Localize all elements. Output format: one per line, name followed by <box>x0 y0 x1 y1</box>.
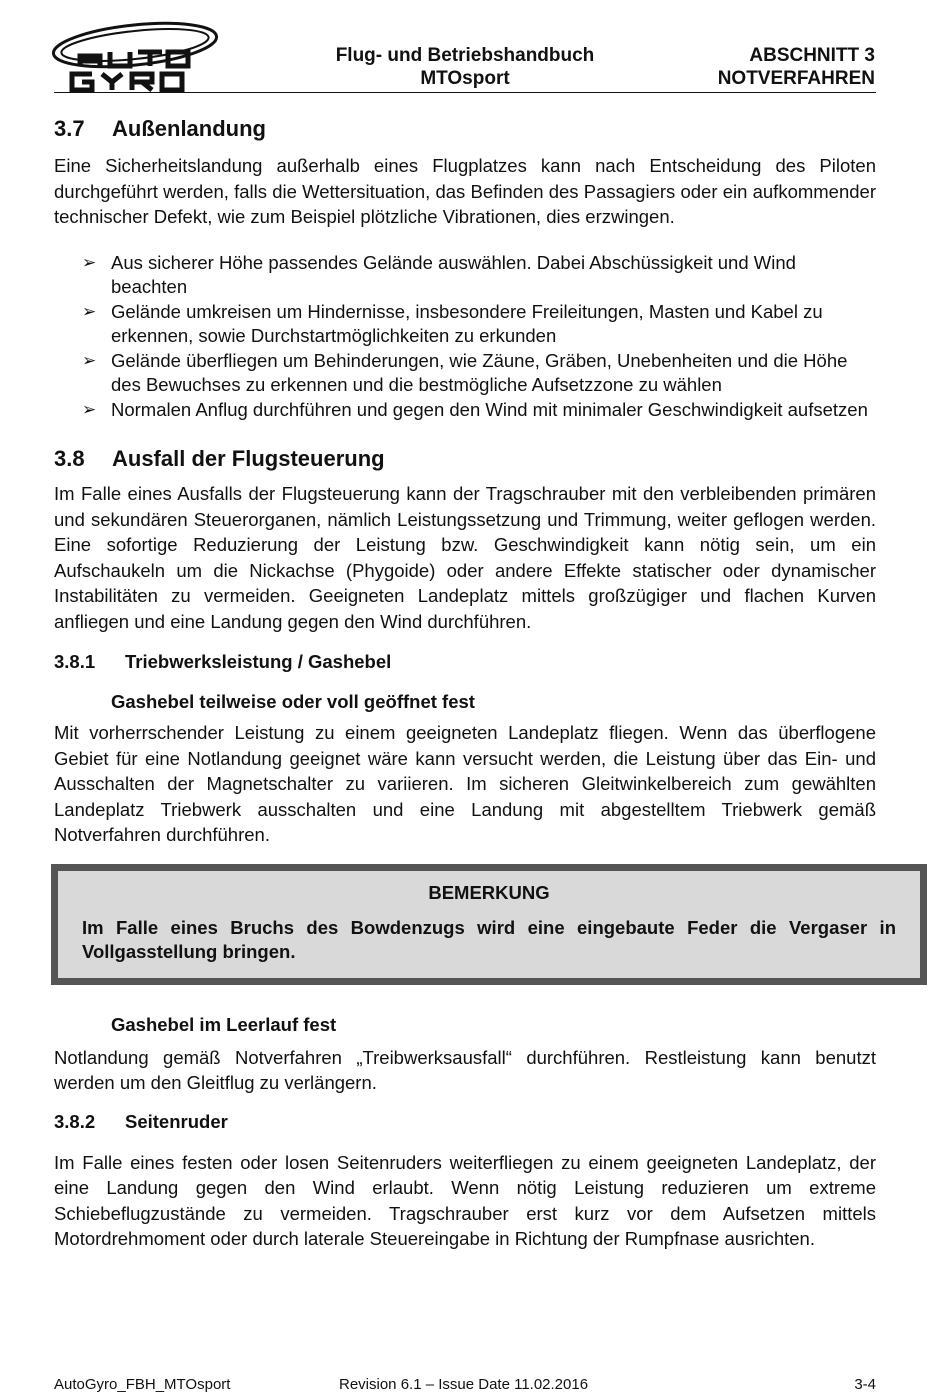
heading-3-7: 3.7 Außenlandung <box>54 116 266 141</box>
list-item: ➢ Normalen Anflug durchführen und gegen den Wind mit minimaler Geschwindigkeit aufsetzen <box>54 398 876 423</box>
heading-3-8-1: 3.8.1 Triebwerksleistung / Gashebel <box>54 651 392 672</box>
list-item: ➢ Gelände überfliegen um Behinderungen, wie Zäune, Gräben, Unebenheiten und die Höhe des Bewuchses zu erkennen und die bestmögliche Aufsetzzone zu wählen <box>82 349 848 395</box>
footer-revision: Revision 6.1 – Issue Date 11.02.2016 <box>339 1376 589 1393</box>
header-divider <box>54 92 876 93</box>
manual-title-line2: MTOsport <box>420 68 510 89</box>
checklist-3-7 <box>54 251 876 423</box>
paragraph-rudder: Im Falle eines festen oder losen Seitenruders weiterfliegen zu einem geeigneten Landeplatz, der eine Landung gegen den Wind erlaubt. Wenn nötig Leistung reduzieren um extreme Schiebeflugzustände zu vermeiden. Tragschrauber erst kurz vor dem Aufsetzen mittels Motordrehmoment oder durch laterale Steuereingabe in Richtung der Rumpfnase ausrichten. <box>54 1151 876 1249</box>
paragraph-3-8-intro: Im Falle eines Ausfalls der Flugsteuerung kann der Tragschrauber mit den verbleibenden primären und sekundären Steuerorganen, nämlich Leistungssetzung und Trimmung, weiter geflogen werden. Eine sofortige Reduzierung der Leistung bzw. Geschwindigkeit kann nötig sein, um ein Aufschaukeln um die Nickachse (Phygoide) oder andere Effekte statischer oder dynamischer Instabilitäten zu vermeiden. Geeigneten Landeplatz mittels großzügiger und flachen Kurven anfliegen und eine Landung gegen den Wind durchführen. <box>54 483 876 632</box>
footer-document-id: AutoGyro_FBH_MTOsport <box>54 1376 231 1393</box>
manual-title-line1: Flug- und Betriebshandbuch <box>335 45 595 66</box>
autogyro-logo <box>50 18 220 94</box>
page-footer <box>54 1376 876 1396</box>
subheading-throttle-idle: Gashebel im Leerlauf fest <box>111 1013 337 1035</box>
subheading-throttle-open: Gashebel teilweise oder voll geöffnet fest <box>111 691 475 712</box>
page-body <box>54 110 896 1252</box>
arrow-bullet-icon: ➢ <box>82 301 97 321</box>
note-text: Im Falle eines Bruchs des Bowdenzugs wird eine eingebaute Feder die Vergaser in Vollgasstellung bringen. <box>82 916 896 962</box>
section-line1: ABSCHNITT 3 <box>749 45 875 66</box>
note-title: BEMERKUNG <box>428 881 550 903</box>
list-item: ➢ Aus sicherer Höhe passendes Gelände auswählen. Dabei Abschüssigkeit und Wind beachten <box>82 251 796 297</box>
arrow-bullet-icon: ➢ <box>82 399 97 419</box>
section-heading <box>615 44 875 90</box>
section-line2: NOTVERFAHREN <box>717 68 875 89</box>
arrow-bullet-icon: ➢ <box>82 252 97 272</box>
note-box <box>51 864 927 985</box>
paragraph-throttle-open: Mit vorherrschender Leistung zu einem geeigneten Landeplatz fliegen. Wenn das überflogene Gebiet für eine Notlandung geeignet wäre kann versucht werden, die Leistung über das Ein- und Ausschalten der Magnetschalter zu variieren. Im sicheren Gleitwinkelbereich zum gewählten Landeplatz Triebwerk ausschalten und eine Landung mit abgestelltem Triebwerk gemäß Notverfahren durchführen. <box>54 722 876 845</box>
arrow-bullet-icon: ➢ <box>82 350 97 370</box>
manual-title <box>300 44 630 90</box>
heading-3-8-2: 3.8.2 Seitenruder <box>54 1110 228 1132</box>
paragraph-throttle-idle: Notlandung gemäß Notverfahren „Treibwerksausfall“ durchführen. Restleistung kann benutzt werden um den Gleitflug zu verlängern. <box>54 1046 876 1093</box>
heading-3-8: 3.8 Ausfall der Flugsteuerung <box>54 446 385 471</box>
list-item: ➢ Gelände umkreisen um Hindernisse, insbesondere Freileitungen, Masten und Kabel zu erkennen, sowie Durchstartmöglichkeiten zu erkunden <box>82 300 823 346</box>
paragraph-3-7-intro: Eine Sicherheitslandung außerhalb eines Flugplatzes kann nach Entscheidung des Piloten durchgeführt werden, falls die Wettersituation, das Befinden des Passagiers oder ein aufkommender technischer Defekt, wie zum Beispiel plötzliche Vibrationen, dies erzwingen. <box>54 155 876 227</box>
footer-page-number: 3-4 <box>854 1376 876 1393</box>
